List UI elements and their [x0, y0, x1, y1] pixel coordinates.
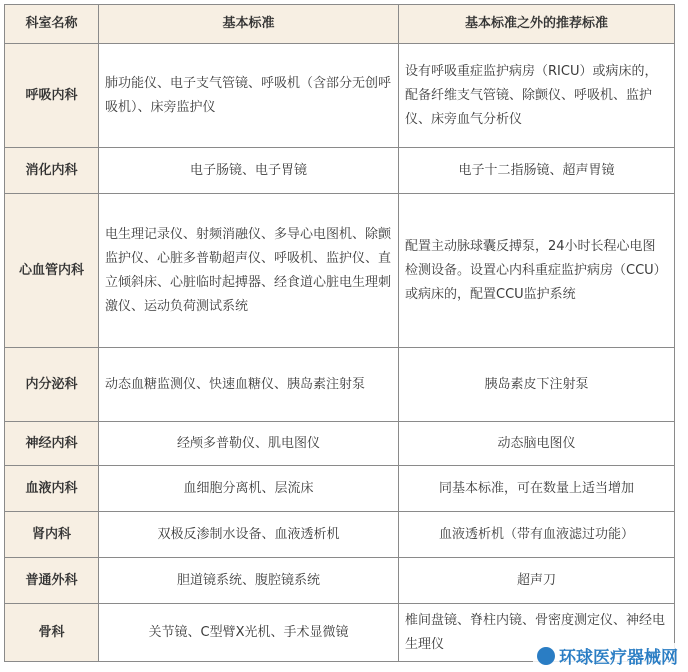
recommended-standard: 配置主动脉球囊反搏泵，24小时长程心电图检测设备。设置心内科重症监护病房（CCU）或病床的，配置CCU监护系统 [399, 194, 675, 348]
basic-standard: 动态血糖监测仪、快速血糖仪、胰岛素注射泵 [99, 348, 399, 422]
recommended-standard: 动态脑电图仪 [399, 422, 675, 466]
basic-standard: 关节镜、C型臂X光机、手术显微镜 [99, 604, 399, 662]
header-dept: 科室名称 [5, 5, 99, 44]
recommended-standard: 电子十二指肠镜、超声胃镜 [399, 148, 675, 194]
site-watermark [533, 643, 682, 668]
basic-standard: 电子肠镜、电子胃镜 [99, 148, 399, 194]
basic-standard: 经颅多普勒仪、肌电图仪 [99, 422, 399, 466]
header-basic-standard: 基本标准 [99, 5, 399, 44]
basic-standard: 肺功能仪、电子支气管镜、呼吸机（含部分无创呼吸机）、床旁监护仪 [99, 44, 399, 148]
recommended-standard: 椎间盘镜、脊柱内镜、骨密度测定仪、神经电生理仪 [399, 604, 675, 662]
globe-logo-icon [537, 647, 555, 665]
basic-standard: 双极反渗制水设备、血液透析机 [99, 512, 399, 558]
dept-name: 神经内科 [5, 422, 99, 466]
basic-standard: 电生理记录仪、射频消融仪、多导心电图机、除颤监护仪、心脏多普勒超声仪、呼吸机、监护仪、直立倾斜床、心脏临时起搏器、经食道心脏电生理刺激仪、运动负荷测试系统 [99, 194, 399, 348]
table-row [5, 148, 675, 194]
basic-standard: 血细胞分离机、层流床 [99, 466, 399, 512]
table-header-row [5, 5, 675, 44]
recommended-standard: 超声刀 [399, 558, 675, 604]
header-recommended-standard: 基本标准之外的推荐标准 [399, 5, 675, 44]
table-row [5, 466, 675, 512]
dept-name: 血液内科 [5, 466, 99, 512]
basic-standard: 胆道镜系统、腹腔镜系统 [99, 558, 399, 604]
dept-name: 呼吸内科 [5, 44, 99, 148]
dept-name: 心血管内科 [5, 194, 99, 348]
recommended-standard: 胰岛素皮下注射泵 [399, 348, 675, 422]
table-row [5, 194, 675, 348]
table-row [5, 44, 675, 148]
table-row [5, 558, 675, 604]
table-row [5, 348, 675, 422]
dept-name: 骨科 [5, 604, 99, 662]
table-row [5, 422, 675, 466]
dept-name: 肾内科 [5, 512, 99, 558]
watermark-text: 环球医疗器械网 [559, 648, 678, 668]
recommended-standard: 血液透析机（带有血液滤过功能） [399, 512, 675, 558]
recommended-standard: 同基本标准，可在数量上适当增加 [399, 466, 675, 512]
table-row [5, 512, 675, 558]
dept-name: 普通外科 [5, 558, 99, 604]
dept-name: 内分泌科 [5, 348, 99, 422]
dept-name: 消化内科 [5, 148, 99, 194]
equipment-standards-table [4, 4, 675, 662]
recommended-standard: 设有呼吸重症监护病房（RICU）或病床的，配备纤维支气管镜、除颤仪、呼吸机、监护仪、床旁血气分析仪 [399, 44, 675, 148]
